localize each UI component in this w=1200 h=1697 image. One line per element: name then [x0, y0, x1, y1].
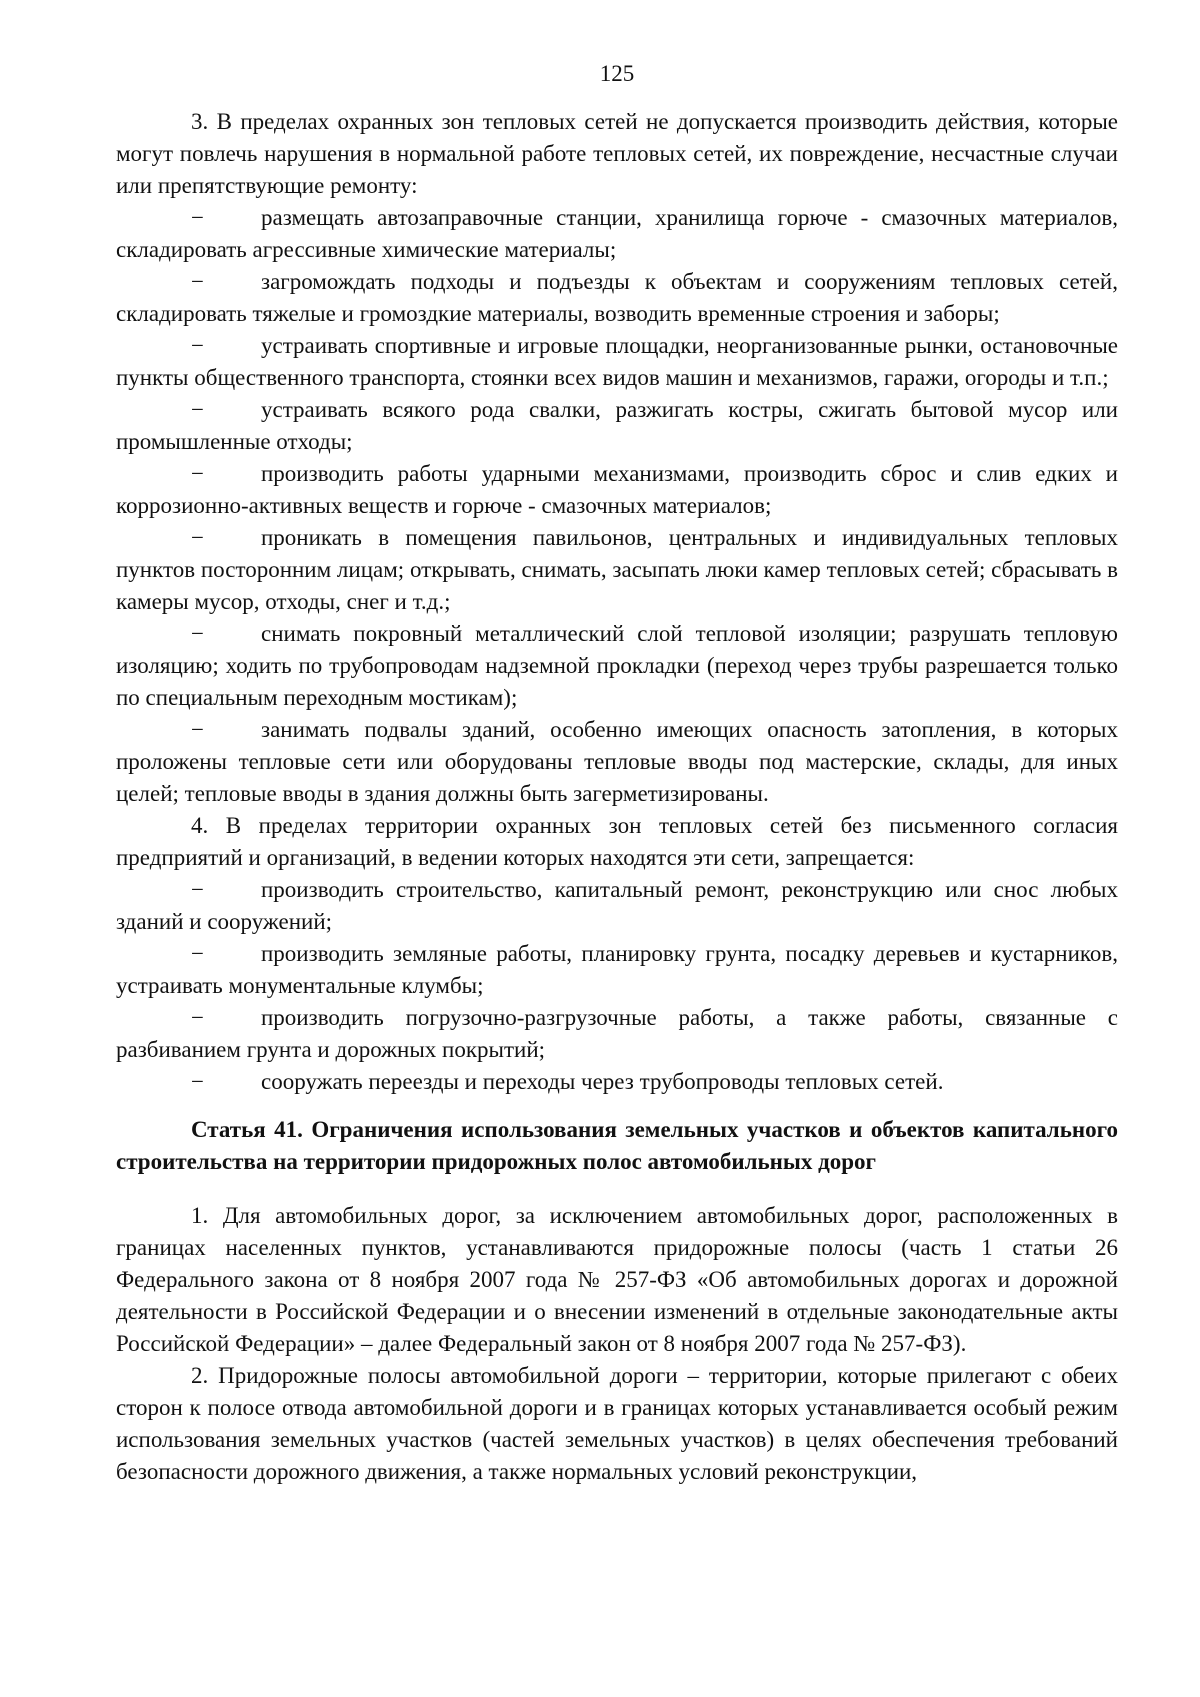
dash-icon: − — [191, 621, 204, 646]
article-41-paragraph-1: 1. Для автомобильных дорог, за исключением автомобильных дорог, расположенных в границах населенных пунктов, устанавливаются придорожные полосы (часть 1 статьи 26 Федерального закона от 8 ноября 2007 года № 257-ФЗ «Об автомобильных дорогах и дорожной деятельности в Российской Федерации и о внесении изменений в отдельные законодательные акты Российской Федерации» – далее Федеральный закон от 8 ноября 2007 года № 257-ФЗ). — [116, 1203, 1118, 1356]
list-item-text: проникать в помещения павильонов, центральных и индивидуальных тепловых пунктов посторонним лицам; открывать, снимать, засыпать люки камер тепловых сетей; сбрасывать в камеры мусор, отходы, снег и т.д.; — [116, 525, 1118, 614]
list-item-text: размещать автозаправочные станции, хранилища горюче - смазочных материалов, складировать агрессивные химические материалы; — [116, 205, 1118, 262]
list-item-text: устраивать всякого рода свалки, разжигать костры, сжигать бытовой мусор или промышленные отходы; — [116, 397, 1118, 454]
list-item — [116, 330, 1118, 394]
list-item — [116, 1002, 1118, 1066]
list-item — [116, 266, 1118, 330]
dash-icon: − — [191, 205, 204, 230]
section-3-intro: 3. В пределах охранных зон тепловых сетей не допускается производить действия, которые могут повлечь нарушения в нормальной работе тепловых сетей, их повреждение, несчастные случаи или препятствующие ремонту: — [116, 109, 1118, 198]
dash-icon: − — [191, 1005, 204, 1030]
list-item-text: занимать подвалы зданий, особенно имеющих опасность затопления, в которых проложены тепловые сети или оборудованы тепловые вводы под мастерские, склады, для иных целей; тепловые вводы в здания должны быть загерметизированы. — [116, 717, 1118, 806]
list-item — [116, 714, 1118, 810]
dash-icon: − — [191, 717, 204, 742]
list-item-text: производить земляные работы, планировку грунта, посадку деревьев и кустарников, устраивать монументальные клумбы; — [116, 941, 1118, 998]
list-item-text: устраивать спортивные и игровые площадки, неорганизованные рынки, остановочные пункты общественного транспорта, стоянки всех видов машин и механизмов, гаражи, огороды и т.п.; — [116, 333, 1118, 390]
dash-icon: − — [191, 877, 204, 902]
document-page — [116, 58, 1118, 1488]
list-item-text: сооружать переезды и переходы через трубопроводы тепловых сетей. — [261, 1069, 944, 1094]
list-item — [116, 522, 1118, 618]
list-item-text: снимать покровный металлический слой тепловой изоляции; разрушать тепловую изоляцию; ходить по трубопроводам надземной прокладки (переход через трубы разрешается только по специальным переходным мостикам); — [116, 621, 1118, 710]
dash-icon: − — [191, 941, 204, 966]
dash-icon: − — [191, 333, 204, 358]
list-item-text: производить погрузочно-разгрузочные работы, а также работы, связанные с разбиванием грунта и дорожных покрытий; — [116, 1005, 1118, 1062]
list-item — [116, 618, 1118, 714]
dash-icon: − — [191, 269, 204, 294]
list-item — [116, 202, 1118, 266]
list-item-text: производить работы ударными механизмами, производить сброс и слив едких и коррозионно-активных веществ и горюче - смазочных материалов; — [116, 461, 1118, 518]
section-4-intro: 4. В пределах территории охранных зон тепловых сетей без письменного согласия предприятий и организаций, в ведении которых находятся эти сети, запрещается: — [116, 813, 1118, 870]
article-41-heading: Статья 41. Ограничения использования земельных участков и объектов капитального строительства на территории придорожных полос автомобильных дорог — [116, 1117, 1118, 1174]
dash-icon: − — [191, 397, 204, 422]
page-number: 125 — [599, 61, 635, 86]
list-item — [116, 458, 1118, 522]
dash-icon: − — [191, 525, 204, 550]
dash-icon: − — [191, 461, 204, 486]
article-41-paragraph-2: 2. Придорожные полосы автомобильной дороги – территории, которые прилегают с обеих сторон к полосе отвода автомобильной дороги и в границах которых устанавливается особый режим использования земельных участков (частей земельных участков) в целях обеспечения требований безопасности дорожного движения, а также нормальных условий реконструкции, — [116, 1363, 1118, 1484]
list-item — [116, 938, 1118, 1002]
dash-icon: − — [191, 1069, 204, 1094]
list-item — [116, 1066, 1118, 1098]
list-item-text: загромождать подходы и подъезды к объектам и сооружениям тепловых сетей, складировать тяжелые и громоздкие материалы, возводить временные строения и заборы; — [116, 269, 1118, 326]
list-item — [116, 874, 1118, 938]
list-item-text: производить строительство, капитальный ремонт, реконструкцию или снос любых зданий и сооружений; — [116, 877, 1118, 934]
list-item — [116, 394, 1118, 458]
